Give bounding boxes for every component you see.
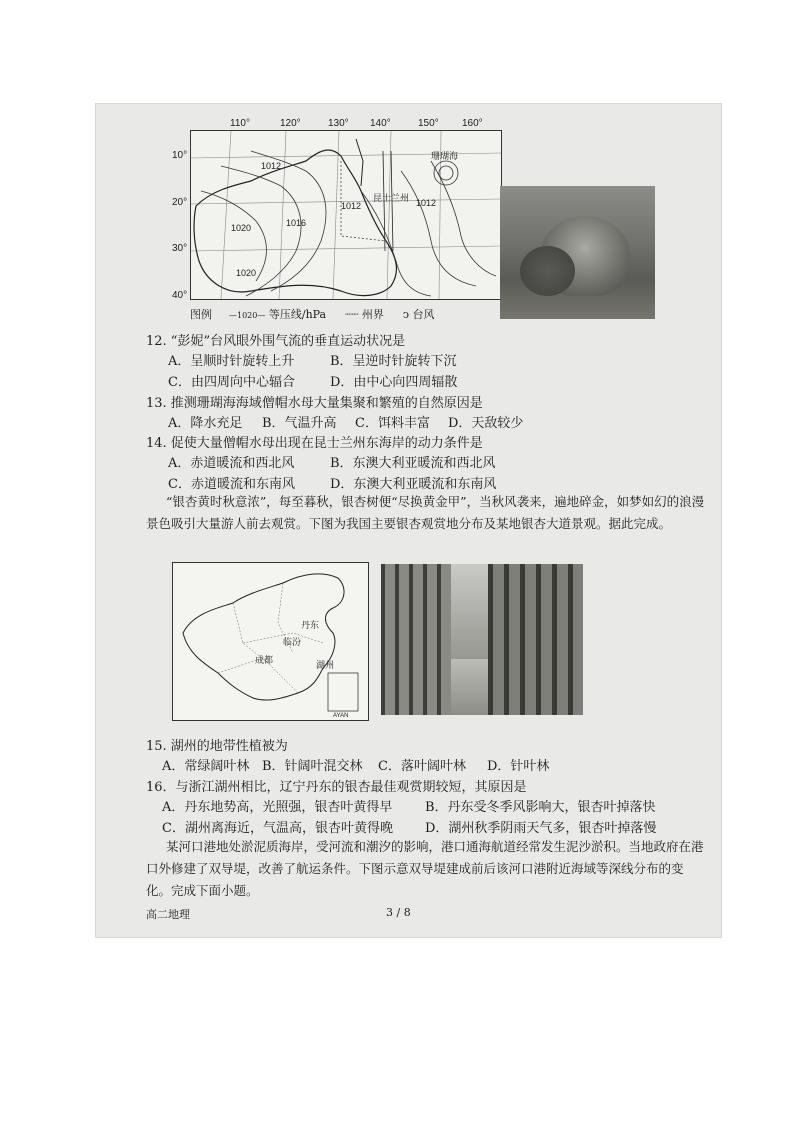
isobar-label-1: 1012 [261,161,282,171]
isobar-map [190,130,502,300]
q14-option-a[interactable]: A．赤道暖流和西北风 [168,456,295,471]
sea-label: 珊瑚海 [431,151,459,161]
tree-row-left [381,564,451,715]
q14-option-d[interactable]: D．东澳大利亚暖流和东南风 [330,477,497,492]
china-map-svg [173,563,368,720]
isobar-label-2: 1020 [231,223,252,233]
q16-option-c[interactable]: C．湖州离海近，气温高，银杏叶黄得晚 [162,821,393,836]
lon-tick: 160° [462,118,483,129]
isobar-label-6: 1012 [416,198,437,208]
q12-stem: 12. “彭妮”台风眼外围气流的垂直运动状况是 [146,334,406,349]
lon-tick: 110° [230,118,250,129]
q13-option-d[interactable]: D．天敌较少 [448,416,524,431]
q15-option-d[interactable]: D．针叶林 [487,759,550,774]
legend-border: 州界 [361,308,384,321]
jellyfish-photo [500,186,655,319]
q13-option-b[interactable]: B．气温升高 [262,416,337,431]
q13-stem: 13. 推测珊瑚海海域僧帽水母大量集聚和繁殖的自然原因是 [146,396,483,411]
q14-option-b[interactable]: B．东澳大利亚暖流和西北风 [330,456,496,471]
lat-tick: 20° [172,197,188,208]
q13-option-a[interactable]: A．降水充足 [168,416,243,431]
cape-york [356,139,363,186]
isobar-map-svg [191,131,501,299]
legend-typhoon: 台风 [412,308,435,321]
city-dandong: 丹东 [301,620,320,630]
city-linfen: 临汾 [283,637,302,647]
region-label: 昆士兰州 [373,193,410,203]
city-chengdu: 成都 [255,655,274,665]
typhoon-icon: ↄ [402,308,410,321]
q15-stem: 15. 湖州的地带性植被为 [146,739,288,754]
q15-option-b[interactable]: B．针阔叶混交林 [262,759,363,774]
page-number: 3 / 8 [386,906,411,919]
lon-tick: 130° [328,118,349,129]
isobar-label-4: 1020 [236,268,257,278]
china-outline [183,574,344,700]
isobar-label-5: 1012 [341,201,362,211]
port-intro: 某河口港地处淤泥质海岸，受河流和潮汐的影响，港口通海航道经常发生泥沙淤积。当地政府在港口外修建了双导堤，改善了航运条件。下图示意双导堤建成前后该河口港附近海域等深线分布的变化。完成下面小题。 [146,839,704,898]
legend-isobar-symbol: —1020— [229,311,266,320]
map-legend [190,306,500,322]
q16-option-d[interactable]: D．湖州秋季阴雨天气多，银杏叶掉落慢 [425,821,657,836]
legend-isobar: 等压线/hPa [268,308,327,321]
ginkgo-intro: “银杏黄时秋意浓”，每至暮秋，银杏树便“尽换黄金甲”，当秋风袭来，遍地碎金，如梦如幻的浪漫景色吸引大量游人前去观赏。下图为我国主要银杏观赏地分布及某地银杏大道景观。据此完成。 [146,494,705,531]
isobar-label-3: 1016 [286,218,307,228]
q16-option-a[interactable]: A．丹东地势高，光照强，银杏叶黄得早 [162,800,393,815]
q15-option-c[interactable]: C．落叶阔叶林 [378,759,466,774]
ginkgo-avenue-photo [381,564,583,715]
q13-option-c[interactable]: C．饵料丰富 [355,416,430,431]
q12-option-c[interactable]: C．由四周向中心辐合 [168,375,295,390]
china-map [172,562,369,721]
q16-stem: 16．与浙江湖州相比，辽宁丹东的银杏最佳观赏期较短，其原因是 [146,780,527,795]
south-sea-inset [328,673,358,711]
legend-border-symbol: ┈┈ [345,308,359,321]
jellyfish-body [520,246,575,296]
avenue-path [451,659,488,715]
lon-tick: 120° [280,118,301,129]
q15-option-a[interactable]: A．常绿阔叶林 [162,759,250,774]
province-borders [218,583,323,693]
lat-tick: 10° [172,150,188,161]
q14-option-c[interactable]: C．赤道暖流和东南风 [168,477,295,492]
q16-option-b[interactable]: B．丹东受冬季风影响大，银杏叶掉落快 [425,800,656,815]
scale-note: AYAN [333,713,349,719]
legend-title: 图例 [190,308,212,321]
lon-tick: 150° [418,118,439,129]
lat-tick: 30° [172,243,188,254]
tree-row-right [488,564,583,715]
q12-option-d[interactable]: D．由中心向四周辐散 [330,375,458,390]
lon-tick: 140° [370,118,391,129]
q12-option-b[interactable]: B．呈逆时针旋转下沉 [330,354,457,369]
q14-stem: 14. 促使大量僧帽水母出现在昆士兰州东海岸的动力条件是 [146,436,483,451]
q12-option-a[interactable]: A．呈顺时针旋转上升 [168,354,295,369]
city-huzhou: 湖州 [316,660,335,670]
footer-subject: 高二地理 [146,908,190,921]
lat-tick: 40° [172,290,188,301]
